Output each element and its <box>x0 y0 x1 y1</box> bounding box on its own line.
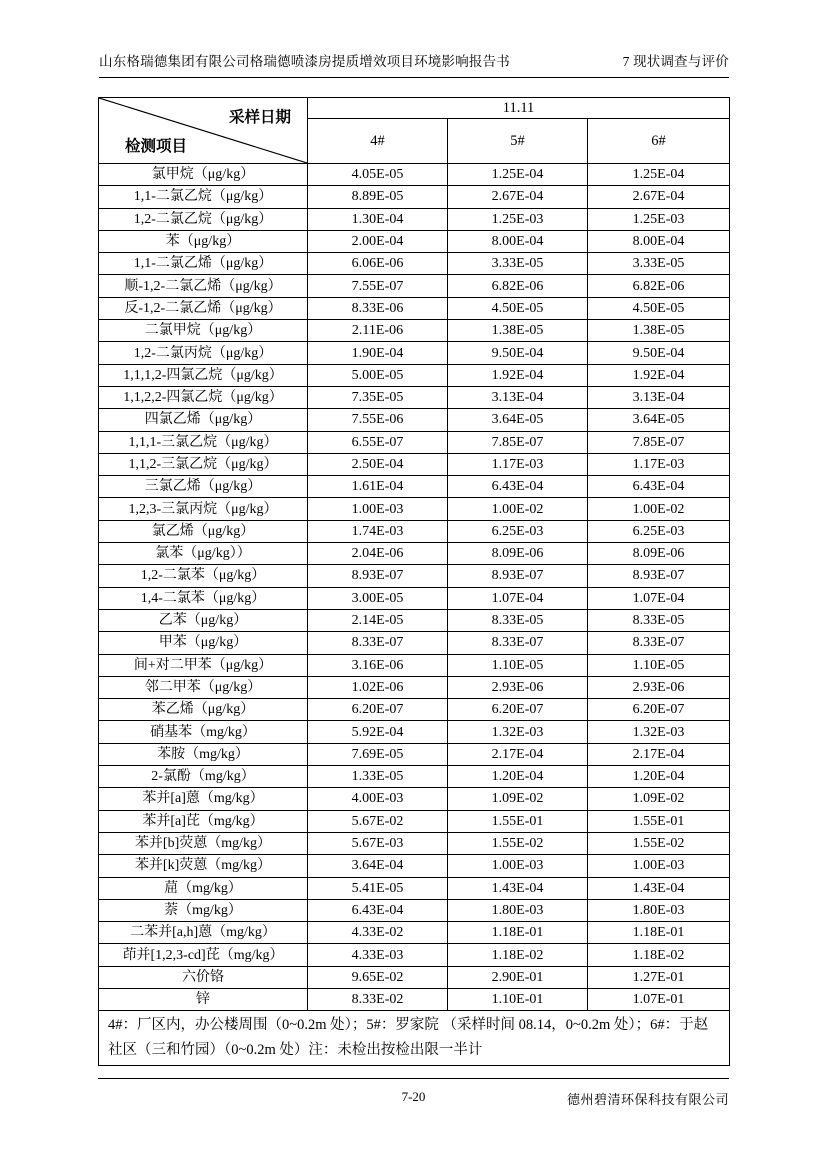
table-row <box>99 899 730 921</box>
value-cell: 1.27E-01 <box>588 966 730 988</box>
value-cell: 1.00E-03 <box>448 855 588 877</box>
value-cell: 8.33E-07 <box>308 632 448 654</box>
item-name-cell: 1,1,2-三氯乙烷（μg/kg） <box>99 453 308 475</box>
table-row <box>99 520 730 542</box>
value-cell: 2.14E-05 <box>308 609 448 631</box>
value-cell: 6.25E-03 <box>588 520 730 542</box>
item-name-cell: 苯并[a]芘（mg/kg） <box>99 810 308 832</box>
value-cell: 1.09E-02 <box>448 788 588 810</box>
value-cell: 1.07E-01 <box>588 988 730 1010</box>
item-name-cell: 1,1,1,2-四氯乙烷（μg/kg） <box>99 364 308 386</box>
value-cell: 3.33E-05 <box>588 253 730 275</box>
table-row <box>99 386 730 408</box>
sample-column-header-6: 6# <box>588 119 730 164</box>
value-cell: 1.92E-04 <box>588 364 730 386</box>
value-cell: 6.20E-07 <box>308 699 448 721</box>
item-name-cell: 苯并[a]蒽（mg/kg） <box>99 788 308 810</box>
value-cell: 1.25E-03 <box>448 208 588 230</box>
value-cell: 6.20E-07 <box>448 699 588 721</box>
value-cell: 9.65E-02 <box>308 966 448 988</box>
item-name-cell: 1,1-二氯乙烯（μg/kg） <box>99 253 308 275</box>
item-name-cell: 苯并[k]荧蒽（mg/kg） <box>99 855 308 877</box>
item-name-cell: 二苯并[a,h]蒽（mg/kg） <box>99 922 308 944</box>
table-row <box>99 810 730 832</box>
value-cell: 2.17E-04 <box>448 743 588 765</box>
item-name-cell: 苯胺（mg/kg） <box>99 743 308 765</box>
table-row <box>99 855 730 877</box>
value-cell: 2.11E-06 <box>308 320 448 342</box>
table-row <box>99 230 730 252</box>
value-cell: 1.20E-04 <box>588 766 730 788</box>
value-cell: 1.90E-04 <box>308 342 448 364</box>
value-cell: 1.00E-03 <box>308 498 448 520</box>
value-cell: 1.25E-04 <box>588 164 730 186</box>
value-cell: 1.18E-02 <box>588 944 730 966</box>
table-row <box>99 966 730 988</box>
value-cell: 3.13E-04 <box>448 386 588 408</box>
table-row <box>99 186 730 208</box>
page-header <box>99 50 729 78</box>
value-cell: 2.00E-04 <box>308 230 448 252</box>
value-cell: 1.20E-04 <box>448 766 588 788</box>
item-name-cell: 三氯乙烯（μg/kg） <box>99 476 308 498</box>
value-cell: 1.33E-05 <box>308 766 448 788</box>
value-cell: 8.09E-06 <box>448 543 588 565</box>
sample-column-header-4: 4# <box>308 119 448 164</box>
table-row <box>99 699 730 721</box>
diagonal-header-cell <box>99 98 308 164</box>
value-cell: 1.32E-03 <box>588 721 730 743</box>
value-cell: 7.35E-05 <box>308 386 448 408</box>
value-cell: 8.93E-07 <box>448 565 588 587</box>
item-name-cell: 氯乙烯（μg/kg） <box>99 520 308 542</box>
value-cell: 1.61E-04 <box>308 476 448 498</box>
item-name-cell: 1,2-二氯苯（μg/kg） <box>99 565 308 587</box>
value-cell: 1.18E-01 <box>588 922 730 944</box>
value-cell: 3.16E-06 <box>308 654 448 676</box>
value-cell: 5.67E-02 <box>308 810 448 832</box>
value-cell: 1.80E-03 <box>588 899 730 921</box>
value-cell: 1.38E-05 <box>588 320 730 342</box>
report-title: 山东格瑞德集团有限公司格瑞德喷漆房提质增效项目环境影响报告书 <box>99 54 510 69</box>
value-cell: 5.00E-05 <box>308 364 448 386</box>
table-row <box>99 431 730 453</box>
value-cell: 1.17E-03 <box>588 453 730 475</box>
item-name-cell: 1,2,3-三氯丙烷（μg/kg） <box>99 498 308 520</box>
table-row <box>99 743 730 765</box>
sampling-date-value: 11.11 <box>308 98 730 119</box>
table-row <box>99 275 730 297</box>
table-row <box>99 609 730 631</box>
item-name-cell: 甲苯（μg/kg） <box>99 632 308 654</box>
table-row <box>99 164 730 186</box>
value-cell: 1.10E-05 <box>588 654 730 676</box>
item-name-cell: 邻二甲苯（μg/kg） <box>99 676 308 698</box>
item-name-cell: 四氯乙烯（μg/kg） <box>99 409 308 431</box>
value-cell: 7.85E-07 <box>588 431 730 453</box>
item-name-cell: 苯并[b]荧蒽（mg/kg） <box>99 832 308 854</box>
item-name-cell: 锌 <box>99 988 308 1010</box>
item-name-cell: 乙苯（μg/kg） <box>99 609 308 631</box>
value-cell: 2.93E-06 <box>448 676 588 698</box>
value-cell: 3.64E-04 <box>308 855 448 877</box>
value-cell: 1.55E-01 <box>448 810 588 832</box>
value-cell: 1.25E-03 <box>588 208 730 230</box>
value-cell: 2.67E-04 <box>448 186 588 208</box>
value-cell: 1.55E-01 <box>588 810 730 832</box>
value-cell: 5.67E-03 <box>308 832 448 854</box>
item-name-cell: 2-氯酚（mg/kg） <box>99 766 308 788</box>
value-cell: 6.82E-06 <box>588 275 730 297</box>
table-body <box>99 164 730 1011</box>
item-name-cell: 䓛（mg/kg） <box>99 877 308 899</box>
value-cell: 8.93E-07 <box>588 565 730 587</box>
monitoring-results-table <box>98 97 730 1066</box>
value-cell: 3.13E-04 <box>588 386 730 408</box>
value-cell: 1.00E-02 <box>588 498 730 520</box>
item-name-cell: 二氯甲烷（μg/kg） <box>99 320 308 342</box>
value-cell: 1.25E-04 <box>448 164 588 186</box>
item-name-cell: 间+对二甲苯（μg/kg） <box>99 654 308 676</box>
value-cell: 1.92E-04 <box>448 364 588 386</box>
value-cell: 2.67E-04 <box>588 186 730 208</box>
value-cell: 3.64E-05 <box>588 409 730 431</box>
value-cell: 2.50E-04 <box>308 453 448 475</box>
table-row <box>99 788 730 810</box>
item-name-cell: 硝基苯（mg/kg） <box>99 721 308 743</box>
value-cell: 7.69E-05 <box>308 743 448 765</box>
value-cell: 8.93E-07 <box>308 565 448 587</box>
value-cell: 5.41E-05 <box>308 877 448 899</box>
value-cell: 1.80E-03 <box>448 899 588 921</box>
value-cell: 1.00E-03 <box>588 855 730 877</box>
value-cell: 2.17E-04 <box>588 743 730 765</box>
value-cell: 2.93E-06 <box>588 676 730 698</box>
value-cell: 8.33E-05 <box>448 609 588 631</box>
value-cell: 6.82E-06 <box>448 275 588 297</box>
value-cell: 1.07E-04 <box>448 587 588 609</box>
value-cell: 2.04E-06 <box>308 543 448 565</box>
item-name-cell: 1,1,2,2-四氯乙烷（μg/kg） <box>99 386 308 408</box>
value-cell: 1.38E-05 <box>448 320 588 342</box>
note-row <box>99 1011 730 1066</box>
footer-divider <box>98 1078 729 1079</box>
value-cell: 7.85E-07 <box>448 431 588 453</box>
value-cell: 1.43E-04 <box>588 877 730 899</box>
value-cell: 8.33E-02 <box>308 988 448 1010</box>
value-cell: 8.00E-04 <box>588 230 730 252</box>
page-number: 7-20 <box>401 1089 426 1104</box>
table-row <box>99 409 730 431</box>
value-cell: 4.50E-05 <box>588 297 730 319</box>
value-cell: 4.33E-02 <box>308 922 448 944</box>
value-cell: 1.10E-05 <box>448 654 588 676</box>
value-cell: 8.89E-05 <box>308 186 448 208</box>
table-row <box>99 498 730 520</box>
table-row <box>99 587 730 609</box>
item-name-cell: 苯乙烯（μg/kg） <box>99 699 308 721</box>
item-name-cell: 茚并[1,2,3-cd]芘（mg/kg） <box>99 944 308 966</box>
item-name-cell: 氯甲烷（μg/kg） <box>99 164 308 186</box>
item-name-cell: 苯（μg/kg） <box>99 230 308 252</box>
table-row <box>99 543 730 565</box>
table-row <box>99 721 730 743</box>
table-row <box>99 453 730 475</box>
table-row <box>99 208 730 230</box>
item-name-cell: 1,2-二氯丙烷（μg/kg） <box>99 342 308 364</box>
table-row <box>99 632 730 654</box>
value-cell: 1.32E-03 <box>448 721 588 743</box>
value-cell: 6.43E-04 <box>308 899 448 921</box>
value-cell: 3.64E-05 <box>448 409 588 431</box>
item-name-cell: 1,2-二氯乙烷（μg/kg） <box>99 208 308 230</box>
item-name-cell: 1,4-二氯苯（μg/kg） <box>99 587 308 609</box>
value-cell: 1.17E-03 <box>448 453 588 475</box>
value-cell: 2.90E-01 <box>448 966 588 988</box>
value-cell: 4.33E-03 <box>308 944 448 966</box>
value-cell: 6.25E-03 <box>448 520 588 542</box>
table-row <box>99 364 730 386</box>
value-cell: 8.33E-05 <box>588 609 730 631</box>
value-cell: 1.55E-02 <box>588 832 730 854</box>
item-name-cell: 萘（mg/kg） <box>99 899 308 921</box>
value-cell: 4.50E-05 <box>448 297 588 319</box>
test-item-label: 检测项目 <box>125 138 188 155</box>
value-cell: 4.00E-03 <box>308 788 448 810</box>
value-cell: 4.05E-05 <box>308 164 448 186</box>
value-cell: 6.20E-07 <box>588 699 730 721</box>
value-cell: 1.07E-04 <box>588 587 730 609</box>
table-row <box>99 766 730 788</box>
value-cell: 8.09E-06 <box>588 543 730 565</box>
value-cell: 1.43E-04 <box>448 877 588 899</box>
value-cell: 8.00E-04 <box>448 230 588 252</box>
value-cell: 6.06E-06 <box>308 253 448 275</box>
value-cell: 1.10E-01 <box>448 988 588 1010</box>
item-name-cell: 1,1,1-三氯乙烷（μg/kg） <box>99 431 308 453</box>
item-name-cell: 氯苯（μg/kg）） <box>99 543 308 565</box>
value-cell: 7.55E-07 <box>308 275 448 297</box>
value-cell: 1.00E-02 <box>448 498 588 520</box>
table-row <box>99 832 730 854</box>
value-cell: 6.55E-07 <box>308 431 448 453</box>
item-name-cell: 顺-1,2-二氯乙烯（μg/kg） <box>99 275 308 297</box>
value-cell: 5.92E-04 <box>308 721 448 743</box>
table-row <box>99 565 730 587</box>
table-row <box>99 342 730 364</box>
table-row <box>99 877 730 899</box>
date-header-row <box>99 98 730 119</box>
value-cell: 9.50E-04 <box>588 342 730 364</box>
table-row <box>99 988 730 1010</box>
chapter-title: 7 现状调查与评价 <box>622 54 729 69</box>
item-name-cell: 反-1,2-二氯乙烯（μg/kg） <box>99 297 308 319</box>
value-cell: 3.33E-05 <box>448 253 588 275</box>
value-cell: 1.18E-01 <box>448 922 588 944</box>
table-row <box>99 944 730 966</box>
value-cell: 6.43E-04 <box>448 476 588 498</box>
value-cell: 1.74E-03 <box>308 520 448 542</box>
footer-company-name: 德州碧清环保科技有限公司 <box>566 1092 729 1107</box>
table-row <box>99 922 730 944</box>
value-cell: 8.33E-07 <box>588 632 730 654</box>
value-cell: 1.30E-04 <box>308 208 448 230</box>
value-cell: 1.18E-02 <box>448 944 588 966</box>
table-row <box>99 654 730 676</box>
item-name-cell: 六价铬 <box>99 966 308 988</box>
table-row <box>99 253 730 275</box>
table-footnote: 4#：厂区内，办公楼周围（0~0.2m 处）；5#：罗家院 （采样时间 08.14，0~0.2m 处）；6#：于赵社区（三和竹园）（0~0.2m 处）注：未检出按检出限一半计 <box>99 1011 730 1066</box>
value-cell: 7.55E-06 <box>308 409 448 431</box>
value-cell: 9.50E-04 <box>448 342 588 364</box>
table-row <box>99 476 730 498</box>
table-row <box>99 297 730 319</box>
sampling-date-label: 采样日期 <box>228 109 291 126</box>
value-cell: 3.00E-05 <box>308 587 448 609</box>
value-cell: 8.33E-07 <box>448 632 588 654</box>
sample-column-header-5: 5# <box>448 119 588 164</box>
value-cell: 1.55E-02 <box>448 832 588 854</box>
value-cell: 8.33E-06 <box>308 297 448 319</box>
item-name-cell: 1,1-二氯乙烷（μg/kg） <box>99 186 308 208</box>
table-row <box>99 676 730 698</box>
value-cell: 1.02E-06 <box>308 676 448 698</box>
table-row <box>99 320 730 342</box>
value-cell: 1.09E-02 <box>588 788 730 810</box>
value-cell: 6.43E-04 <box>588 476 730 498</box>
